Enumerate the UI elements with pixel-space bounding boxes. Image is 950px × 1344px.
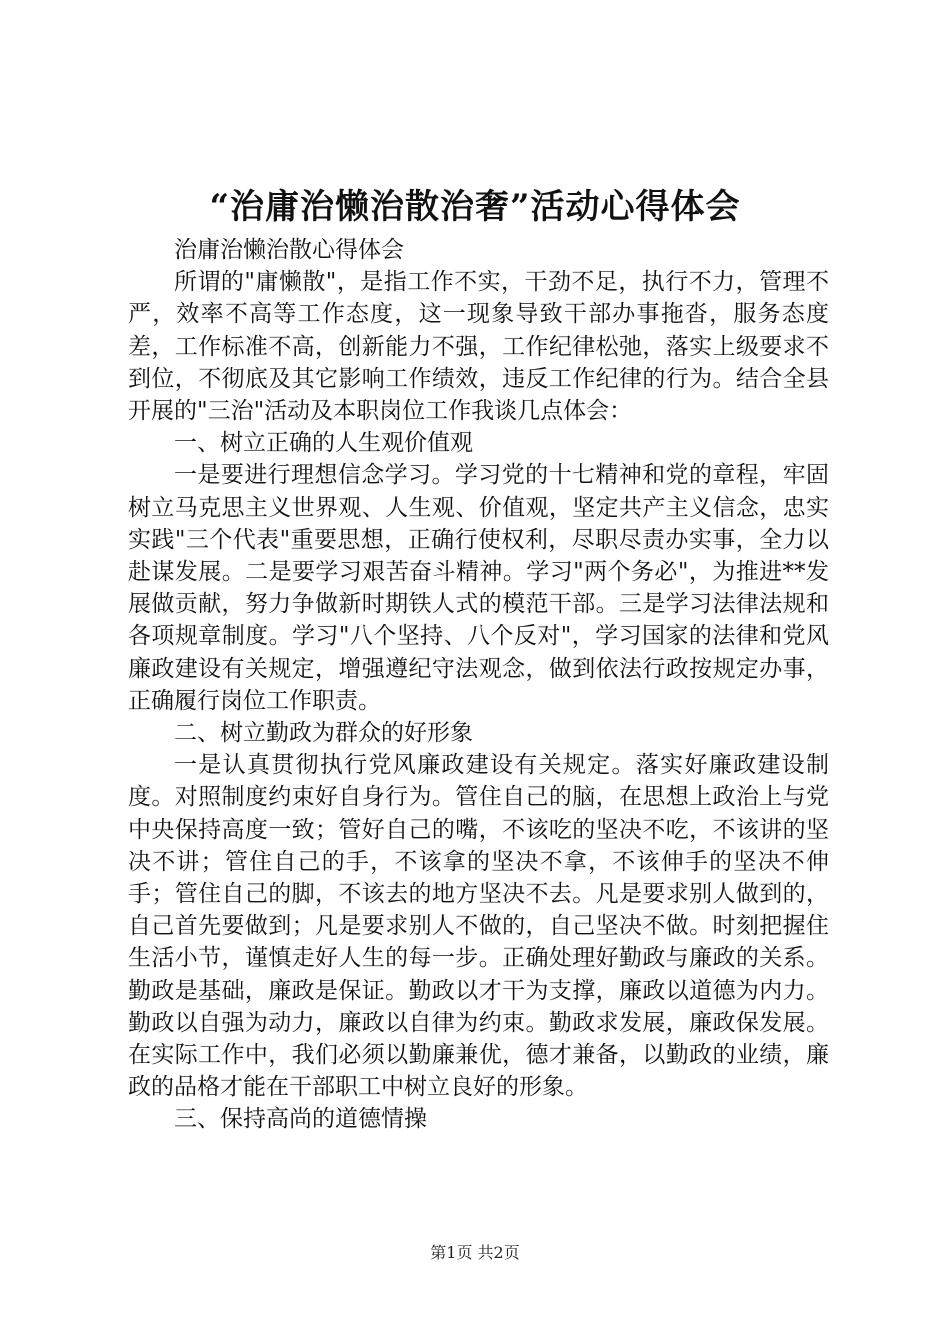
section-heading-3: 三、保持高尚的道德情操 bbox=[174, 1106, 427, 1133]
page-number-footer: 第1页 共2页 bbox=[430, 1243, 520, 1262]
intro-paragraph: 所谓的"庸懒散"，是指工作不实，干劲不足，执行不力，管理不严，效率不高等工作态度，这一现象导致干部办事拖沓，服务态度差，工作标准不高，创新能力不强，工作纪律松弛，落实上级要求不到位，不彻底及其它影响工作绩效，违反工作纪律的行为。结合全县开展的"三治"活动及本职岗位工作我谈几点体会： bbox=[128, 269, 829, 425]
subtitle-paragraph: 治庸治懒治散心得体会 bbox=[174, 237, 404, 263]
document-title: “治庸治懒治散治奢”活动心得体会 bbox=[209, 187, 741, 227]
section-1-paragraph: 一是要进行理想信念学习。学习党的十七精神和党的章程，牢固树立马克思主义世界观、人生观、价值观，坚定共产主义信念，忠实实践"三个代表"重要思想，正确行使权利，尽职尽责办实事，全力以赴谋发展。二是要学习艰苦奋斗精神。学习"两个务必"，为推进**发展做贡献，努力争做新时期铁人式的模范干部。三是学习法律法规和各项规章制度。学习"八个坚持、八个反对"，学习国家的法律和党风廉政建设有关规定，增强遵纪守法观念，做到依法行政按规定办事，正确履行岗位工作职责。 bbox=[128, 462, 829, 714]
section-heading-1: 一、树立正确的人生观价值观 bbox=[174, 430, 473, 457]
document-body bbox=[128, 234, 829, 1136]
section-2-paragraph: 一是认真贯彻执行党风廉政建设有关规定。落实好廉政建设制度。对照制度约束好自身行为。管住自己的脑，在思想上政治上与党中央保持高度一致；管好自己的嘴，不该吃的坚决不吃，不该讲的坚决不讲；管住自己的手，不该拿的坚决不拿，不该伸手的坚决不伸手；管住自己的脚，不该去的地方坚决不去。凡是要求别人做到的，自己首先要做到；凡是要求别人不做的，自己坚决不做。时刻把握住生活小节，谨慎走好人生的每一步。正确处理好勤政与廉政的关系。勤政是基础，廉政是保证。勤政以才干为支撑，廉政以道德为内力。勤政以自强为动力，廉政以自律为约束。勤政求发展，廉政保发展。在实际工作中，我们必须以勤廉兼优，德才兼备，以勤政的业绩，廉政的品格才能在干部职工中树立良好的形象。 bbox=[128, 752, 829, 1101]
section-heading-2: 二、树立勤政为群众的好形象 bbox=[174, 720, 473, 747]
